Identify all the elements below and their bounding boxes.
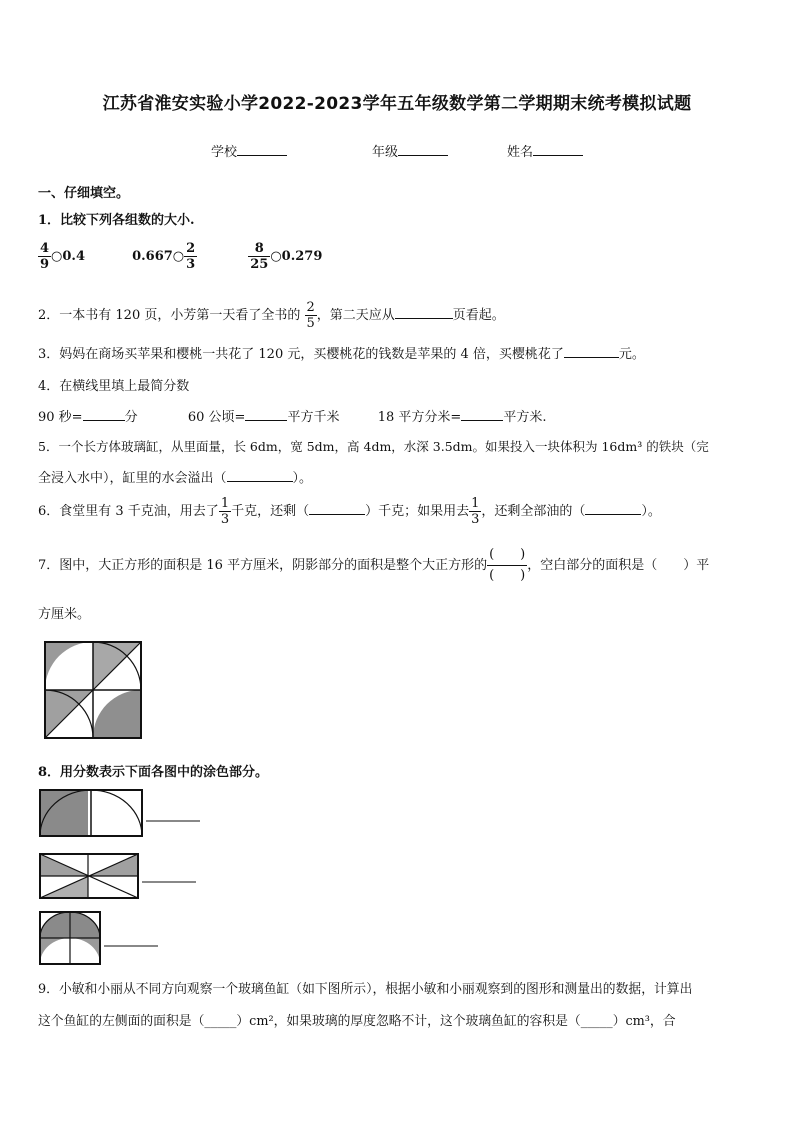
q3-end: 元。 <box>618 347 645 362</box>
q6-mid1: 千克，还剩（ <box>231 504 310 519</box>
q4-a-unit: 分 <box>124 410 138 425</box>
q5-blank[interactable] <box>227 470 293 482</box>
q7-pre: 7．图中，大正方形的面积是 16 平方厘米，阴影部分的面积是整个大正方形的 <box>38 558 488 573</box>
q2-blank[interactable] <box>395 307 453 319</box>
q7-shade-tl <box>45 642 93 690</box>
q6-blank2[interactable] <box>585 503 641 515</box>
page-title: 江苏省淮安实验小学2022-2023学年五年级数学第二学期期末统考模拟试题 <box>102 94 692 114</box>
q7-post: ，空白部分的面积是（ ）平 <box>527 558 710 573</box>
q2-pre: 2．一本书有 120 页，小芳第一天看了全书的 <box>38 308 301 323</box>
q6-end: ）。 <box>641 504 661 519</box>
q2-end: 页看起。 <box>452 308 505 323</box>
q7-line1 <box>38 545 709 586</box>
q6-mid2: ）千克；如果用去 <box>365 504 470 519</box>
q6-frac1: $\frac{1}{3}$ <box>220 496 230 527</box>
q9-line1: 9．小敏和小丽从不同方向观察一个玻璃鱼缸（如下图所示），根据小敏和小丽观察到的图形和测量出的数据，计算出 <box>38 982 693 997</box>
q4-b: 60 公顷= <box>187 410 246 425</box>
q1-frac-a: $\frac{4}{9}$ <box>40 241 50 272</box>
q4-items <box>38 406 546 425</box>
q6-blank1[interactable] <box>309 503 365 515</box>
q4-text: 4．在横线里填上最简分数 <box>38 379 190 394</box>
q7-figure <box>43 640 143 742</box>
q2 <box>38 300 505 331</box>
q1-text: 1．比较下列各组数的大小. <box>38 213 195 228</box>
grade-blank[interactable] <box>398 144 448 156</box>
q8-figure-c <box>38 910 164 966</box>
q1-c-rest: ○0.279 <box>270 249 323 264</box>
q4-c: 18 平方分米= <box>377 410 462 425</box>
school-blank[interactable] <box>237 144 287 156</box>
q6-frac2: $\frac{1}{3}$ <box>471 496 480 527</box>
q7-shade-br <box>93 690 141 738</box>
q1-frac-c: $\frac{8}{25}$ <box>250 241 269 272</box>
q1-frac-b: $\frac{2}{3}$ <box>186 241 196 272</box>
q5-line2 <box>38 467 312 486</box>
grade-label: 年级 <box>372 145 399 160</box>
q5-pre: 全浸入水中），缸里的水会溢出（ <box>38 471 227 486</box>
q6-mid3: ，还剩全部油的（ <box>481 504 586 519</box>
q4-b-unit: 平方千米 <box>287 410 340 425</box>
q8-figure-b <box>38 852 200 902</box>
q3 <box>38 343 645 362</box>
q1-a-rest: ○0.4 <box>51 249 86 264</box>
q8-figure-a <box>38 788 204 840</box>
q3-pre: 3．妈妈在商场买苹果和樱桃一共花了 120 元，买樱桃花的钱数是苹果的 4 倍，买樱桃花了 <box>38 347 564 362</box>
q4-a-blank[interactable] <box>83 409 125 421</box>
q4-c-blank[interactable] <box>461 409 503 421</box>
q4-b-blank[interactable] <box>245 409 287 421</box>
name-field[interactable] <box>507 141 583 160</box>
q6-pre: 6．食堂里有 3 千克油，用去了 <box>38 504 219 519</box>
q7-line2: 方厘米。 <box>38 607 91 622</box>
name-label: 姓名 <box>507 145 534 160</box>
q1-b-pre: 0.667○ <box>132 249 185 264</box>
school-label: 学校 <box>211 145 238 160</box>
q2-post: ，第二天应从 <box>316 308 395 323</box>
name-blank[interactable] <box>533 144 583 156</box>
grade-field[interactable] <box>372 141 448 160</box>
section-heading: 一、仔细填空。 <box>38 186 130 201</box>
q1-items <box>38 241 322 272</box>
q8-text: 8．用分数表示下面各图中的涂色部分。 <box>38 765 269 780</box>
q5-end: ）。 <box>292 471 313 486</box>
q3-blank[interactable] <box>564 346 619 358</box>
school-field[interactable] <box>211 141 287 160</box>
q5-line1: 5．一个长方体玻璃缸，从里面量，长 6dm，宽 5dm，高 4dm，水深 3.5dm。如果投入一块体积为 16dm³ 的铁块（完 <box>38 439 709 454</box>
q9-line2: 这个鱼缸的左侧面的面积是（_____）cm²，如果玻璃的厚度忽略不计，这个玻璃鱼缸的容积是（_____）cm³，合 <box>38 1014 676 1029</box>
q4-c-unit: 平方米. <box>503 410 547 425</box>
q6 <box>38 496 661 527</box>
q2-frac: $\frac{2}{5}$ <box>306 300 315 331</box>
q4-a: 90 秒= <box>38 410 83 425</box>
q7-frac: $\frac{( )}{( )}$ <box>489 547 526 583</box>
